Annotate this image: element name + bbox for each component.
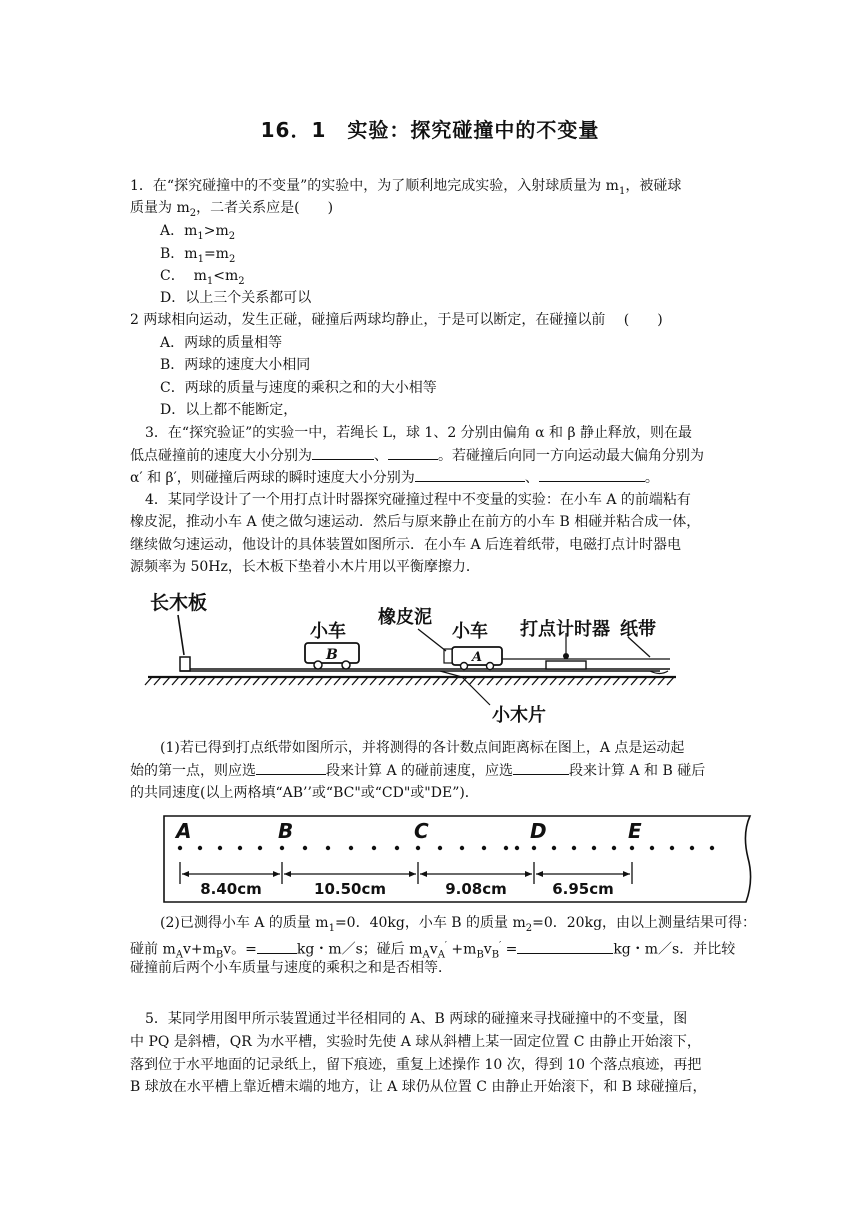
distance-label: 8.40cm <box>200 880 262 898</box>
q3-line3-text: α′ 和 β′，则碰撞后两球的瞬时速度大小分别为 <box>130 470 415 486</box>
q3-sep2: 、 <box>524 470 539 486</box>
tape-dot <box>258 846 262 850</box>
tape-dot <box>326 846 330 850</box>
q4-line2: 橡皮泥，推动小车 A 使之做匀速运动．然后与原来静止在前方的小车 B 相碰并粘合成一体， <box>130 514 701 530</box>
tape-point-b: B <box>278 819 294 843</box>
q4-line1: 4．某同学设计了一个用打点计时器探究碰撞过程中不变量的实验：在小车 A 的前端粘有 <box>145 492 691 508</box>
q4-sub2-text-c: kg・m／s．并比较 <box>613 941 736 958</box>
q1-stem-line1: 1．在“探究碰撞中的不变量”的实验中，为了顺利地完成实验，入射球质量为 $m_1$，被碰球 <box>130 178 682 197</box>
q3-blank-3[interactable] <box>415 467 525 482</box>
q4-blank-before[interactable] <box>256 760 326 775</box>
wedge-label: 小木片 <box>492 705 546 725</box>
distance-label: 9.08cm <box>445 880 507 898</box>
q2-option-b: B．两球的速度大小相同 <box>160 357 311 373</box>
q1-stem-line2: 质量为 $m_2$，二者关系应是( ) <box>130 200 334 219</box>
tape-dot <box>416 846 420 850</box>
tape-dot <box>218 846 222 850</box>
tape-dot <box>532 846 536 850</box>
q4-sub2-line3: 碰撞前后两个小车质量与速度的乘积之和是否相等． <box>130 960 452 976</box>
q1-option-a: A．$m_1>m_2$ <box>160 223 236 242</box>
tape-dot <box>710 846 714 850</box>
tape-dot <box>515 846 519 850</box>
q4-line4: 源频率为 50Hz，长木板下垫着小木片用以平衡摩擦力． <box>130 559 480 575</box>
q4-blank-momentum-after[interactable] <box>517 939 613 954</box>
distance-label: 6.95cm <box>552 880 614 898</box>
q3-line3-tail: 。 <box>644 470 659 486</box>
q4-sub1-line1: (1)若已得到打点纸带如图所示，并将测得的各计数点间距离标在图上，A 点是运动起 <box>160 740 685 756</box>
tape-dot <box>670 846 674 850</box>
q4-blank-after[interactable] <box>513 760 569 775</box>
q4-sub1-line3: 的共同速度(以上两格填“AB’’或“BC"或“CD"或"DE”)． <box>130 785 479 801</box>
tape-point-d: D <box>530 819 547 843</box>
page-title: 16．1 实验：探究碰撞中的不变量 <box>260 118 600 142</box>
apparatus-figure <box>140 585 700 725</box>
q3-line2 <box>130 445 704 466</box>
distance-label: 10.50cm <box>314 880 386 898</box>
q1-stem2-text: 质量为 m <box>130 200 190 216</box>
putty-label: 橡皮泥 <box>378 607 432 628</box>
tape-dot <box>395 846 399 850</box>
cart-label-right: 小车 <box>452 621 488 642</box>
q3-line3 <box>130 467 659 488</box>
tape-dot <box>438 846 442 850</box>
q3-blank-2[interactable] <box>388 445 438 460</box>
svg-text:长木板: 长木板 <box>150 592 208 614</box>
q2-stem: 2 两球相向运动，发生正碰，碰撞后两球均静止，于是可以断定，在碰撞以前 ( ) <box>130 312 663 328</box>
q3-blank-1[interactable] <box>312 445 374 460</box>
tape-dot <box>198 846 202 850</box>
tape-dot <box>552 846 556 850</box>
cart-label-left: 小车 <box>310 621 346 642</box>
tape-dot <box>303 846 307 850</box>
q4-sub1-text-b: 段来计算 A 的碰前速度，应选 <box>326 763 514 779</box>
tape-dot <box>572 846 576 850</box>
q2-option-a: A．两球的质量相等 <box>160 335 283 351</box>
ticker-tape-figure <box>162 814 758 904</box>
tape-dot <box>482 846 486 850</box>
tape-dot <box>650 846 654 850</box>
q3-line1: 3．在“探究验证”的实验一中，若绳长 L，球 1、2 分别由偏角 α 和 β 静止释放，则在最 <box>145 425 693 441</box>
tape-dot <box>238 846 242 850</box>
q2-option-d: D．以上都不能断定， <box>160 402 298 418</box>
q5-line2: 中 PQ 是斜槽，QR 为水平槽，实验时先使 A 球从斜槽上某一固定位置 C 由静止开始滚下， <box>130 1034 701 1050</box>
svg-text:B: B <box>326 647 338 663</box>
svg-text:A: A <box>472 650 483 665</box>
tape-dot <box>504 846 508 850</box>
q5-line3: 落到位于水平地面的记录纸上，留下痕迹，重复上述操作 10 次，得到 10 个落点痕迹，再把 <box>130 1057 702 1073</box>
tape-dot <box>280 846 284 850</box>
ground-hatch <box>145 677 674 685</box>
timer-label: 打点计时器 <box>520 619 610 640</box>
q1-stem-text: 1．在“探究碰撞中的不变量”的实验中，为了顺利地完成实验，入射球质量为 m <box>130 178 619 194</box>
q4-sub1-text-a: 始的第一点，则应选 <box>130 763 256 779</box>
tape-dot <box>372 846 376 850</box>
q4-sub1-line2 <box>130 760 705 781</box>
tape-dot <box>460 846 464 850</box>
cart-a <box>444 647 502 670</box>
q1-stem-tail: ，被碰球 <box>625 178 682 194</box>
tape-label: 纸带 <box>620 619 656 640</box>
q4-sub2-text-a: 碰前 m <box>130 941 176 958</box>
q3-line2-tail: 。若碰撞后向同一方向运动最大偏角分别为 <box>438 448 704 464</box>
tape-dot <box>592 846 596 850</box>
q1-option-b: B．$m_1=m_2$ <box>160 246 236 265</box>
tape-dot <box>349 846 353 850</box>
tape-point-e: E <box>628 819 642 843</box>
q4-sub1-text-c: 段来计算 A 和 B 碰后 <box>569 763 706 779</box>
tape-dot <box>690 846 694 850</box>
tape-dot <box>612 846 616 850</box>
q4-blank-momentum-before[interactable] <box>257 939 297 954</box>
q5-line1: 5．某同学用图甲所示装置通过半径相同的 A、B 两球的碰撞来寻找碰撞中的不变量，图 <box>145 1011 688 1027</box>
q1-option-d: D．以上三个关系都可以 <box>160 290 312 306</box>
tape-dot <box>630 846 634 850</box>
board-label <box>150 591 207 614</box>
q3-blank-4[interactable] <box>539 467 645 482</box>
q3-sep: 、 <box>374 448 388 464</box>
q4-sub2-text-b: kg・m／s；碰后 m <box>296 941 423 958</box>
q3-line2-text: 低点碰撞前的速度大小分别为 <box>130 448 312 464</box>
q4-line3: 继续做匀速运动，他设计的具体装置如图所示．在小车 A 后连着纸带，电磁打点计时器电 <box>130 537 682 553</box>
q4-sub2-line1: (2)已测得小车 A 的质量 $m_1=0$．40kg，小车 B 的质量 $m_2=0$．20kg，由以上测量结果可得： <box>160 915 757 934</box>
q5-line4: B 球放在水平槽上靠近槽末端的地方，让 A 球仍从位置 C 由静止开始滚下，和 B 球碰撞后， <box>130 1079 707 1095</box>
q4-sub2-line2: 碰前 $m_Av+m_Bv$。= kg・m／s；碰后 $m_Av_A' +m_Bv_B'$ = kg・m／s．并比较 <box>130 936 735 965</box>
q1-option-c: C． $m_1<m_2$ <box>160 268 245 287</box>
q1-stem2-tail: ，二者关系应是( ) <box>196 200 334 216</box>
tape-point-c: C <box>414 819 429 843</box>
tape-dot <box>178 846 182 850</box>
cart-b <box>305 643 359 669</box>
tape-point-a: A <box>176 819 192 843</box>
timer <box>502 653 588 669</box>
q2-option-c: C．两球的质量与速度的乘积之和的大小相等 <box>160 380 437 396</box>
